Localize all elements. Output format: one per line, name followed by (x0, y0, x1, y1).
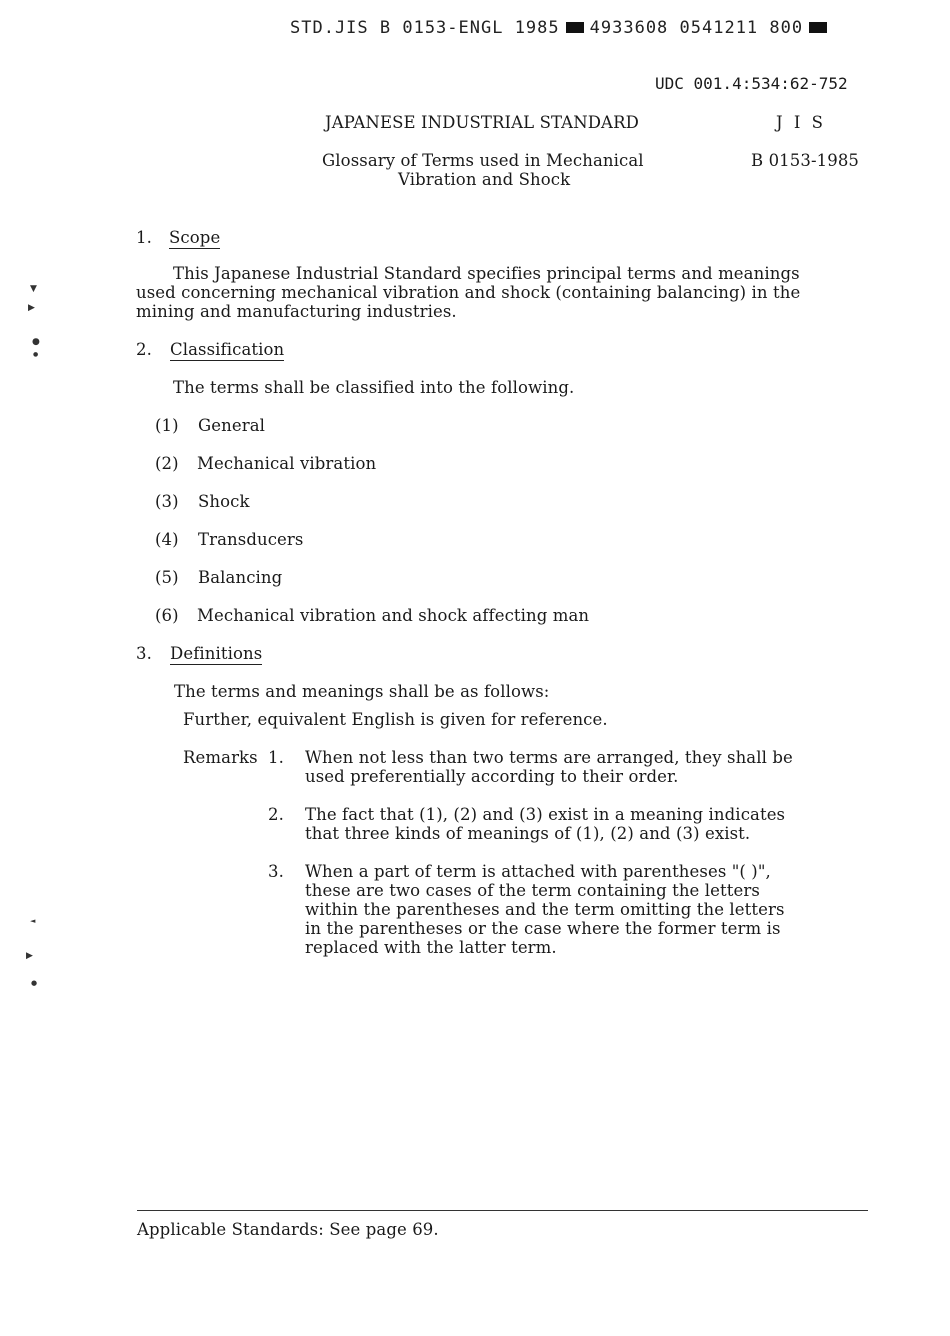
section-1-heading: Scope (169, 228, 221, 247)
scope-line-1: This Japanese Industrial Standard specifies principal terms and meanings (173, 264, 800, 283)
scan-mark-5: ◄ (30, 917, 36, 925)
class-item-4-num: (4) (155, 530, 179, 549)
doc-title-line1: Glossary of Terms used in Mechanical (322, 151, 644, 170)
standard-number: B 0153-1985 (751, 151, 860, 170)
scope-line-3: mining and manufacturing industries. (136, 302, 457, 321)
scope-line-2: used concerning mechanical vibration and shock (containing balancing) in the (136, 283, 801, 302)
udc-code: UDC 001.4:534:62-752 (655, 74, 848, 93)
remark-3-line-5: replaced with the latter term. (305, 938, 557, 957)
scan-mark-4: ● (33, 351, 39, 358)
remark-2-line-1: The fact that (1), (2) and (3) exist in a meaning indicates (305, 805, 786, 824)
footer-rule (137, 1210, 868, 1211)
class-item-4-text: Transducers (198, 530, 304, 549)
section-3-heading: Definitions (170, 644, 263, 663)
header-code-part1: STD.JIS B 0153-ENGL 1985 (290, 18, 560, 38)
applicable-standards: Applicable Standards: See page 69. (137, 1220, 439, 1239)
class-item-6-text: Mechanical vibration and shock affecting man (197, 606, 590, 625)
doc-title-line2: Vibration and Shock (398, 170, 571, 189)
section-3-number: 3. (136, 644, 152, 663)
remark-3-line-1: When a part of term is attached with parentheses "( )", (305, 862, 771, 881)
class-item-1-num: (1) (155, 416, 179, 435)
class-item-1-text: General (198, 416, 266, 435)
section-2-number: 2. (136, 340, 152, 359)
definitions-intro-2: Further, equivalent English is given for reference. (183, 710, 608, 729)
remark-1-line-1: When not less than two terms are arranged, they shall be (305, 748, 793, 767)
scan-mark-6: ▶ (26, 951, 33, 961)
redaction-block-1 (566, 22, 584, 33)
remark-2-line-2: that three kinds of meanings of (1), (2) and (3) exist. (305, 824, 751, 843)
jis-label: J I S (776, 113, 826, 132)
header-code-part2: 4933608 0541211 800 (589, 18, 804, 38)
classification-intro: The terms shall be classified into the following. (173, 378, 575, 397)
section-1-number: 1. (136, 228, 152, 247)
remark-3-num: 3. (268, 862, 284, 881)
class-item-3-text: Shock (198, 492, 250, 511)
redaction-block-2 (809, 22, 827, 33)
remark-2-num: 2. (268, 805, 284, 824)
remark-1-num: 1. (268, 748, 284, 767)
class-item-6-num: (6) (155, 606, 179, 625)
org-title: JAPANESE INDUSTRIAL STANDARD (325, 113, 639, 132)
class-item-3-num: (3) (155, 492, 179, 511)
scan-mark-7: ● (31, 979, 38, 987)
class-item-5-text: Balancing (198, 568, 283, 587)
remark-3-line-2: these are two cases of the term containing the letters (305, 881, 760, 900)
remarks-label: Remarks (183, 748, 258, 767)
class-item-5-num: (5) (155, 568, 179, 587)
scan-mark-1: ▼ (30, 284, 37, 294)
remark-3-line-4: in the parentheses or the case where the former term is (305, 919, 781, 938)
class-item-2-num: (2) (155, 454, 179, 473)
header-code-line (290, 18, 833, 38)
remark-3-line-3: within the parentheses and the term omitting the letters (305, 900, 785, 919)
scan-mark-2: ▶ (28, 303, 35, 313)
remark-1-line-2: used preferentially according to their order. (305, 767, 679, 786)
scan-mark-3: ● (32, 337, 40, 347)
section-2-heading: Classification (170, 340, 285, 359)
class-item-2-text: Mechanical vibration (197, 454, 377, 473)
definitions-intro-1: The terms and meanings shall be as follows: (174, 682, 550, 701)
